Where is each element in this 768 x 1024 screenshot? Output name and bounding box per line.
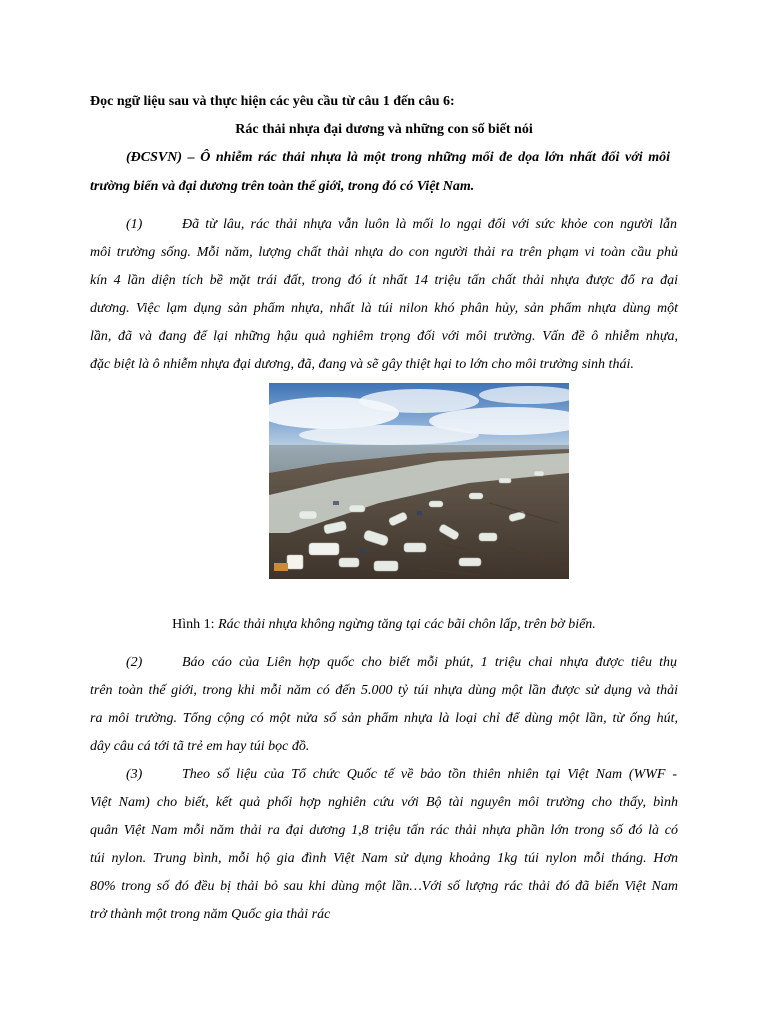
paragraph-1-number: (1) bbox=[126, 217, 143, 232]
paragraph-2-line: (2) Báo cáo của Liên hợp quốc cho biết mỗi phút, 1 triệu chai nhựa được tiêu thụ bbox=[126, 649, 677, 677]
paragraph-2-line: ra môi trường. Tổng cộng có một nửa số sản phẩm nhựa là loại chỉ để dùng một lần, từ ống hút, bbox=[90, 711, 678, 726]
beach-plastic-waste-photo bbox=[269, 383, 569, 579]
paragraph-1-line: kín 4 lần diện tích bề mặt trái đất, trong đó ít nhất 14 triệu tấn chất thải nhựa được đổ ra đại bbox=[90, 273, 678, 288]
figure-label: Hình 1: bbox=[172, 617, 219, 632]
paragraph-3-line: (3) Theo số liệu của Tổ chức Quốc tế về bảo tồn thiên nhiên tại Việt Nam (WWF - bbox=[126, 761, 677, 789]
paragraph-3-number: (3) bbox=[126, 767, 143, 782]
paragraph-1-line: dương. Việc lạm dụng sản phẩm nhựa, nhất là túi nilon khó phân hủy, sản phẩm nhựa dùng một bbox=[90, 301, 678, 316]
paragraph-1-line: lần, đã và đang để lại những hậu quả nghiêm trọng đối với môi trường. Vấn đề ô nhiễm nhựa, bbox=[90, 329, 678, 344]
paragraph-1-line: (1) Đã từ lâu, rác thải nhựa vẫn luôn là mối lo ngại đối với sức khỏe con người lẫn bbox=[126, 211, 677, 239]
figure-caption-text: Rác thải nhựa không ngừng tăng tại các bãi chôn lấp, trên bờ biển. bbox=[218, 617, 596, 632]
paragraph-3-line: Việt Nam) cho biết, kết quả phối hợp nghiên cứu với Bộ tài nguyên môi trường cho thấy, bình bbox=[90, 795, 678, 810]
figure-caption bbox=[90, 611, 678, 639]
paragraph-2-number: (2) bbox=[126, 655, 143, 670]
paragraph-2-line: trên toàn thế giới, trong khi mỗi năm có đến 5.000 tỷ túi nhựa dùng một lần được sử dụng và thải bbox=[90, 683, 678, 698]
paragraph-1-line: đặc biệt là ô nhiễm nhựa đại dương, đã, đang và sẽ gây thiệt hại to lớn cho môi trường sinh thái. bbox=[90, 357, 634, 372]
paragraph-3-line: túi nylon. Trung bình, mỗi hộ gia đình Việt Nam sử dụng khoảng 1kg túi nylon mỗi tháng. Hơn bbox=[90, 851, 678, 866]
instruction-text: Đọc ngữ liệu sau và thực hiện các yêu cầu từ câu 1 đến câu 6: bbox=[90, 94, 455, 109]
paragraph-3-line: quân Việt Nam mỗi năm thải ra đại dương 1,8 triệu tấn rác thải nhựa phần lớn trong số đó là có bbox=[90, 823, 678, 838]
paragraph-2-line: dây câu cá tới tã trẻ em hay túi bọc đồ. bbox=[90, 739, 310, 754]
paragraph-3-line: trở thành một trong năm Quốc gia thải rác bbox=[90, 907, 331, 922]
paragraph-3-line: 80% trong số đó đều bị thải bỏ sau khi dùng một lần…Với số lượng rác thải đó đã biến Việt Nam bbox=[90, 879, 678, 894]
lead-line-1: (ĐCSVN) – Ô nhiễm rác thải nhựa là một trong những mối đe dọa lớn nhất đối với môi bbox=[126, 150, 670, 165]
article-title: Rác thải nhựa đại dương và những con số biết nói bbox=[235, 122, 533, 137]
lead-line-2: trường biển và đại dương trên toàn thế giới, trong đó có Việt Nam. bbox=[90, 179, 475, 194]
paragraph-1-line: môi trường sống. Mỗi năm, lượng chất thải nhựa do con người thải ra trên phạm vi toàn cầu phủ bbox=[90, 245, 678, 260]
